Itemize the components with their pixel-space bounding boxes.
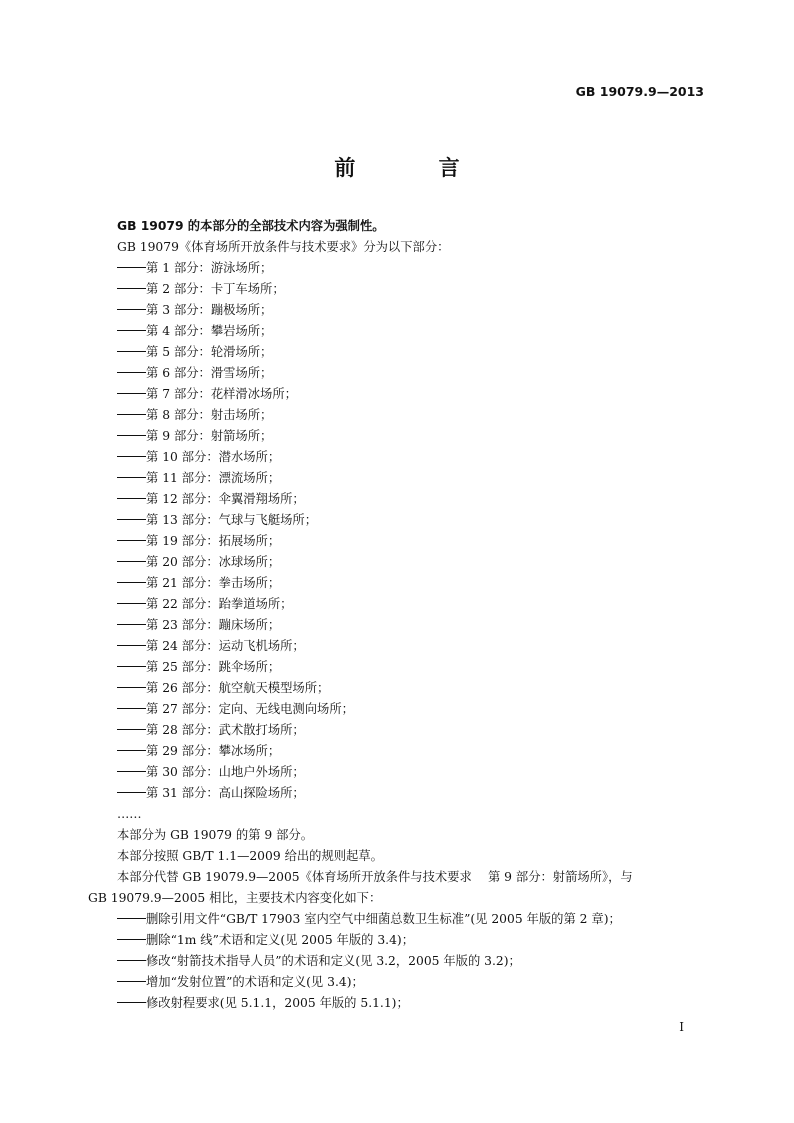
em-dash-marker bbox=[117, 393, 146, 394]
part-item bbox=[88, 699, 708, 720]
em-dash-marker bbox=[117, 1002, 146, 1003]
em-dash-marker bbox=[117, 645, 146, 646]
part-item bbox=[88, 279, 708, 300]
replace-statement-line2: GB 19079.9—2005 相比，主要技术内容变化如下： bbox=[88, 891, 382, 905]
part-item bbox=[88, 321, 708, 342]
em-dash-marker bbox=[117, 540, 146, 541]
part-item bbox=[88, 468, 708, 489]
mandatory-statement: GB 19079 的本部分的全部技术内容为强制性。 bbox=[117, 219, 385, 233]
part-item-text: 第 2 部分：卡丁车场所； bbox=[146, 282, 285, 296]
part-item bbox=[88, 342, 708, 363]
standard-code: GB 19079.9—2013 bbox=[575, 84, 704, 99]
part-item-text: 第 1 部分：游泳场所； bbox=[146, 261, 273, 275]
em-dash-marker bbox=[117, 351, 146, 352]
em-dash-marker bbox=[117, 267, 146, 268]
em-dash-marker bbox=[117, 939, 146, 940]
change-item bbox=[88, 993, 708, 1014]
part-item-text: 第 4 部分：攀岩场所； bbox=[146, 324, 273, 338]
em-dash-marker bbox=[117, 981, 146, 982]
em-dash-marker bbox=[117, 666, 146, 667]
em-dash-marker bbox=[117, 498, 146, 499]
em-dash-marker bbox=[117, 372, 146, 373]
part-item-text: 第 12 部分：伞翼滑翔场所； bbox=[146, 492, 305, 506]
change-item bbox=[88, 951, 708, 972]
page-title: 前 言 bbox=[334, 156, 498, 180]
em-dash-marker bbox=[117, 309, 146, 310]
part-item-text: 第 23 部分：蹦床场所； bbox=[146, 618, 281, 632]
change-item bbox=[88, 930, 708, 951]
part-item bbox=[88, 447, 708, 468]
replace-statement-line1: 本部分代替 GB 19079.9—2005《体育场所开放条件与技术要求 第 9 部分：射箭场所》，与 bbox=[117, 870, 633, 884]
em-dash-marker bbox=[117, 750, 146, 751]
changes-list bbox=[88, 909, 708, 1014]
part-item bbox=[88, 552, 708, 573]
drafting-statement: 本部分按照 GB/T 1.1—2009 给出的规则起草。 bbox=[117, 849, 383, 863]
part-item bbox=[88, 384, 708, 405]
em-dash-marker bbox=[117, 792, 146, 793]
em-dash-marker bbox=[117, 435, 146, 436]
part-item-text: 第 5 部分：轮滑场所； bbox=[146, 345, 273, 359]
part-item-text: 第 6 部分：滑雪场所； bbox=[146, 366, 273, 380]
part-item bbox=[88, 678, 708, 699]
part-item-text: 第 7 部分：花样滑冰场所； bbox=[146, 387, 297, 401]
em-dash-marker bbox=[117, 603, 146, 604]
em-dash-marker bbox=[117, 477, 146, 478]
part-item-text: 第 22 部分：跆拳道场所； bbox=[146, 597, 293, 611]
em-dash-marker bbox=[117, 561, 146, 562]
part-item bbox=[88, 510, 708, 531]
part-item bbox=[88, 258, 708, 279]
part-item-text: 第 30 部分：山地户外场所； bbox=[146, 765, 305, 779]
em-dash-marker bbox=[117, 288, 146, 289]
part-item-text: 第 9 部分：射箭场所； bbox=[146, 429, 273, 443]
em-dash-marker bbox=[117, 582, 146, 583]
part-item bbox=[88, 657, 708, 678]
em-dash-marker bbox=[117, 330, 146, 331]
part-item bbox=[88, 636, 708, 657]
part-item-text: 第 19 部分：拓展场所； bbox=[146, 534, 281, 548]
part-item bbox=[88, 762, 708, 783]
part-item-text: 第 31 部分：高山探险场所； bbox=[146, 786, 305, 800]
part-item bbox=[88, 783, 708, 804]
change-item-text: 修改射程要求(见 5.1.1，2005 年版的 5.1.1)； bbox=[146, 996, 409, 1010]
ellipsis: …… bbox=[117, 807, 142, 821]
em-dash-marker bbox=[117, 729, 146, 730]
part-item-text: 第 25 部分：跳伞场所； bbox=[146, 660, 281, 674]
parts-intro: GB 19079《体育场所开放条件与技术要求》分为以下部分： bbox=[117, 240, 450, 254]
part-item-text: 第 11 部分：漂流场所； bbox=[146, 471, 281, 485]
em-dash-marker bbox=[117, 624, 146, 625]
part-item bbox=[88, 720, 708, 741]
part-item-text: 第 21 部分：拳击场所； bbox=[146, 576, 281, 590]
em-dash-marker bbox=[117, 456, 146, 457]
part-item bbox=[88, 300, 708, 321]
part-item-text: 第 29 部分：攀冰场所； bbox=[146, 744, 281, 758]
part-item-text: 第 20 部分：冰球场所； bbox=[146, 555, 281, 569]
em-dash-marker bbox=[117, 771, 146, 772]
part-item-text: 第 24 部分：运动飞机场所； bbox=[146, 639, 305, 653]
part-item-text: 第 13 部分：气球与飞艇场所； bbox=[146, 513, 318, 527]
change-item-text: 删除“1m 线”术语和定义(见 2005 年版的 3.4)； bbox=[146, 933, 414, 947]
part-item-text: 第 10 部分：潜水场所； bbox=[146, 450, 281, 464]
change-item-text: 增加“发射位置”的术语和定义(见 3.4)； bbox=[146, 975, 364, 989]
em-dash-marker bbox=[117, 414, 146, 415]
em-dash-marker bbox=[117, 687, 146, 688]
change-item-text: 修改“射箭技术指导人员”的术语和定义(见 3.2，2005 年版的 3.2)； bbox=[146, 954, 521, 968]
part-of-statement: 本部分为 GB 19079 的第 9 部分。 bbox=[117, 828, 314, 842]
part-item bbox=[88, 741, 708, 762]
part-item bbox=[88, 573, 708, 594]
change-item bbox=[88, 972, 708, 993]
em-dash-marker bbox=[117, 960, 146, 961]
em-dash-marker bbox=[117, 519, 146, 520]
part-item bbox=[88, 405, 708, 426]
part-item bbox=[88, 426, 708, 447]
part-item-text: 第 26 部分：航空航天模型场所； bbox=[146, 681, 330, 695]
part-item-text: 第 27 部分：定向、无线电测向场所； bbox=[146, 702, 354, 716]
part-item-text: 第 3 部分：蹦极场所； bbox=[146, 303, 273, 317]
document-body bbox=[88, 216, 708, 1014]
part-item bbox=[88, 489, 708, 510]
change-item-text: 删除引用文件“GB/T 17903 室内空气中细菌总数卫生标准”(见 2005 年版的第 2 章)； bbox=[146, 912, 621, 926]
page-number: I bbox=[679, 1020, 684, 1034]
part-item bbox=[88, 531, 708, 552]
part-item bbox=[88, 363, 708, 384]
part-item-text: 第 28 部分：武术散打场所； bbox=[146, 723, 305, 737]
em-dash-marker bbox=[117, 918, 146, 919]
part-item bbox=[88, 594, 708, 615]
part-item bbox=[88, 615, 708, 636]
change-item bbox=[88, 909, 708, 930]
em-dash-marker bbox=[117, 708, 146, 709]
part-item-text: 第 8 部分：射击场所； bbox=[146, 408, 273, 422]
parts-list bbox=[88, 258, 708, 804]
